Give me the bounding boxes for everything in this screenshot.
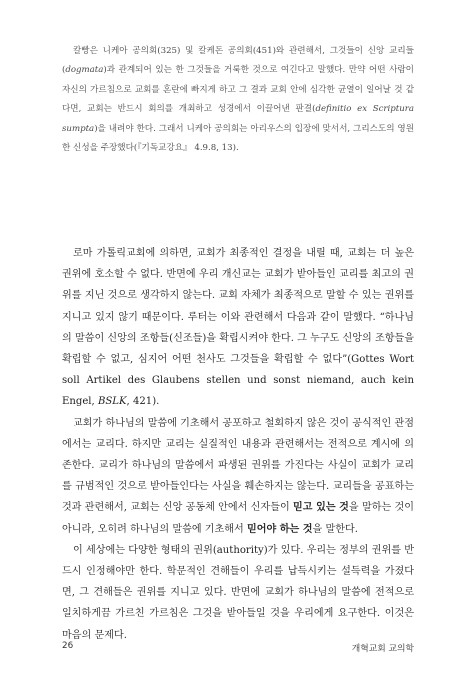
emphasis-text: 믿고 있는 것 xyxy=(292,502,349,514)
page-footer xyxy=(62,641,414,654)
page-number: 26 xyxy=(62,641,74,651)
quote-latin-term: definitio ex Scriptura sumpta xyxy=(62,104,414,134)
indented-quote-block xyxy=(62,42,414,158)
emphasis-text: 믿어야 하는 것 xyxy=(247,523,313,535)
quote-paragraph xyxy=(62,42,414,158)
body-text xyxy=(62,243,414,646)
paragraph-text: , 421). xyxy=(126,396,160,408)
paragraph-text: 을 말하는 것이 아니라, 오히려 하나님의 말씀에 기초해서 xyxy=(62,502,414,535)
body-paragraph-1 xyxy=(62,243,414,413)
paragraph-text: 로마 가톨릭교회에 의하면, 교회가 최종적인 결정을 내릴 때, 교회는 더 높은 권위에 호소할 수 없다. 반면에 우리 개신교는 교회가 받아들인 교리를 최고의 권위를 지닌 것으로 생각하지 않는다. 교회 자체가 최종적으로 말할 수 있는 권위를 지니고 있지 않기 때문이다. 루터는 이와 관련해서 다음과 같이 말했다. “하나님의 말씀이 신앙의 조항들(신조들)을 확립시켜야 한다. 그 누구도 신앙의 조항들을 확립할 수 없고, 심지어 어떤 천사도 그것들을 확립할 수 없다”(Gottes Wort soll Artikel des Glaubens stellen und sonst niemand, auch kein Engel, xyxy=(62,248,414,408)
body-paragraph-2 xyxy=(62,413,414,540)
paragraph-text: 을 말한다. xyxy=(312,523,358,535)
quote-latin-term: dogmata xyxy=(65,65,104,76)
body-paragraph-3: 이 세상에는 다양한 형태의 권위(authority)가 있다. 우리는 정부의 권위를 반드시 인정해야만 한다. 학문적인 견해들이 우리를 납득시키는 설득력을 가졌다면, 그 견해들은 권위를 지니고 있다. 반면에 교회가 하나님의 말씀에 전적으로 일치하게끔 가르친 가르침은 그것을 받아들일 것을 우리에게 요구한다. 이것은 마음의 문제다. xyxy=(62,544,414,641)
quote-text: 칼빵은 니케아 공의회(325) 및 칼케돈 공의회(451)와 관련해서, 그것들이 신앙 교리들( xyxy=(62,46,414,76)
quote-text: )을 내려야 한다. 그래서 니케아 공의회는 아리우스의 입장에 맞서서, 그리스도의 영원한 신성을 주장했다(『기독교강요』 4.9.8, 13). xyxy=(62,123,414,154)
paragraph-text: 교회가 하나님의 말씀에 기초해서 공포하고 철회하지 않은 것이 공식적인 관점에서는 교리다. 하지만 교리는 실질적인 내용과 관련해서는 전적으로 계시에 의존한다. 교리가 하나님의 말씀에서 파생된 권위를 가진다는 사실이 교회가 교리를 규범적인 것으로 받아들인다는 사실을 훼손하지는 않는다. 교리들을 공표하는 것과 관련해서, 교회는 신앙 공동체 안에서 신자들이 xyxy=(62,417,414,514)
running-title: 개혁교회 교의학 xyxy=(351,644,414,654)
quote-text: )과 관계되어 있는 한 그것들을 거룩한 것으로 여긴다고 말했다. 만약 어떤 사람이 자신의 가르침으로 교회를 혼란에 빠지게 하고 그 결과 교회 안에 심각한 균열이 일어날 것 같다면, 교회는 반드시 회의를 개최하고 성경에서 이끌어낸 판결( xyxy=(62,65,414,115)
citation-abbrev: BSLK xyxy=(97,396,127,408)
